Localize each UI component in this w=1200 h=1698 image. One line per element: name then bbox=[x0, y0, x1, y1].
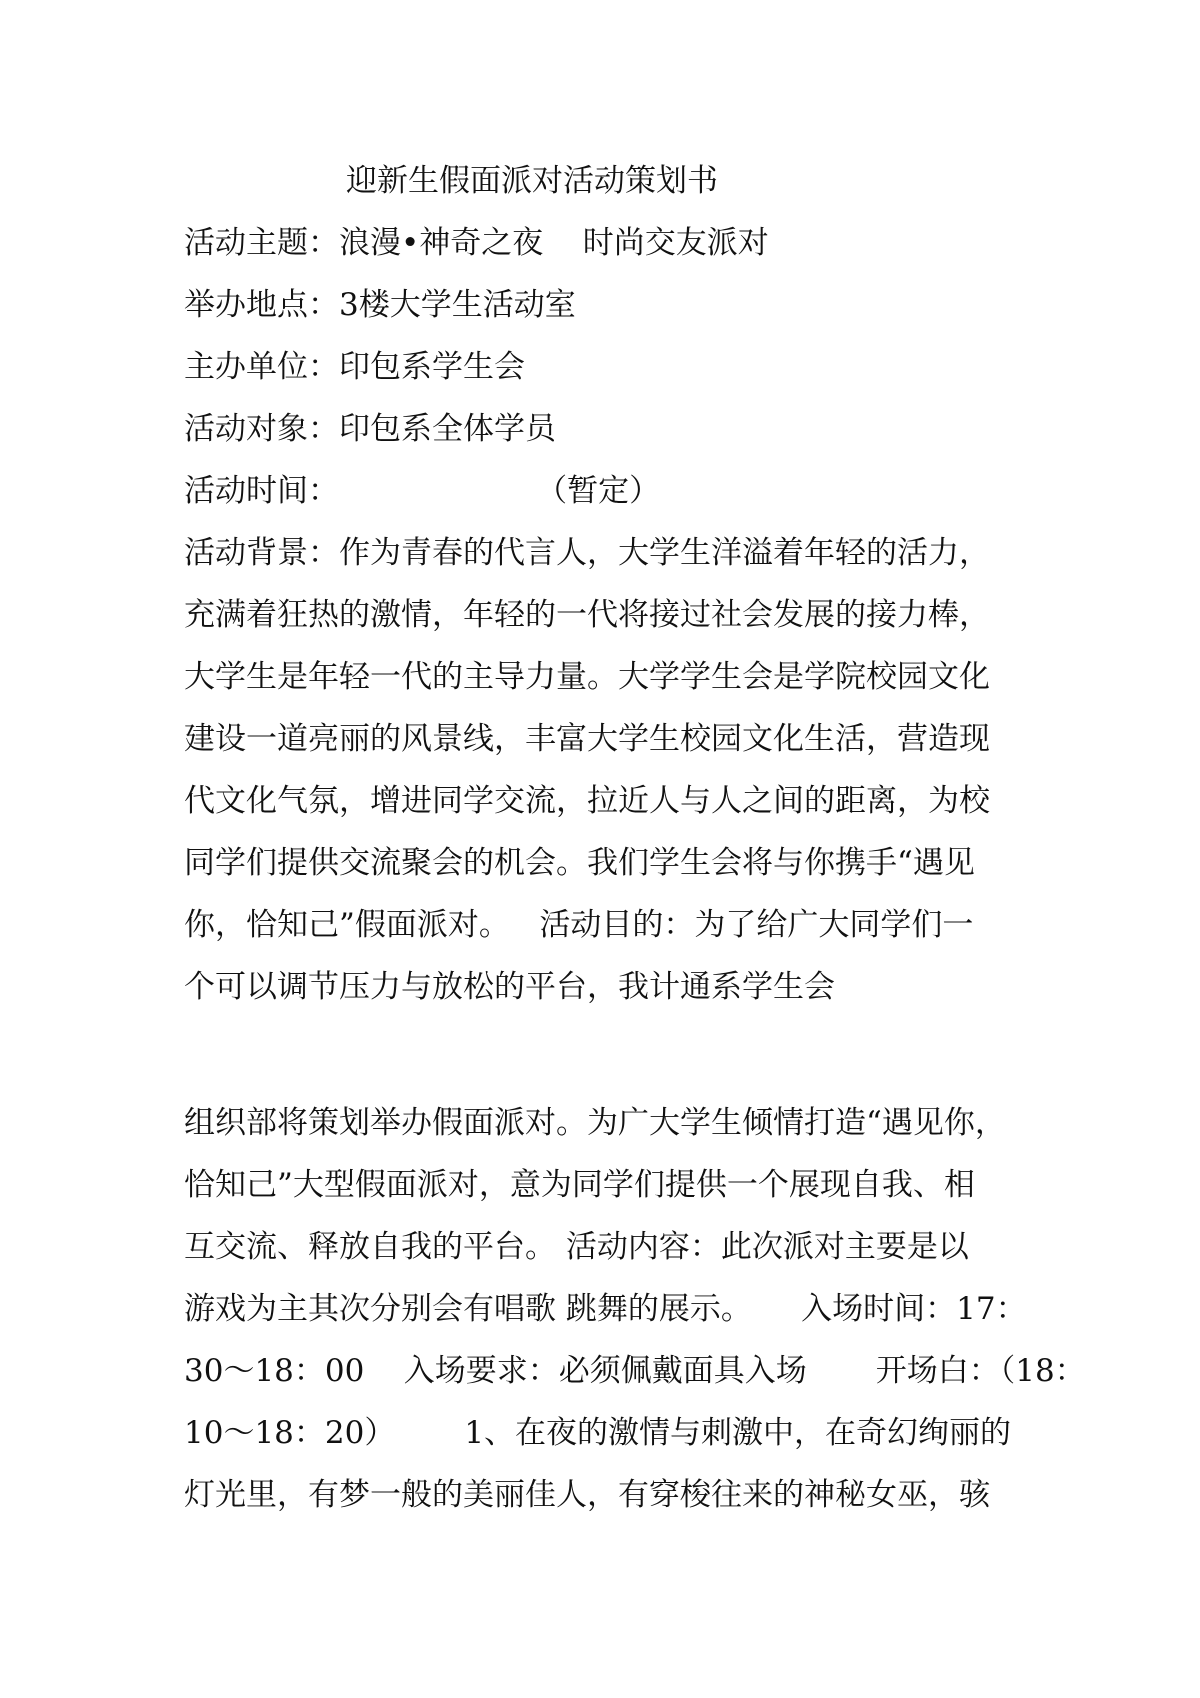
paragraph-line: 建设一道亮丽的风景线，丰富大学生校园文化生活，营造现 bbox=[184, 721, 990, 757]
info-line-time: 活动时间： （暂定） bbox=[184, 473, 661, 509]
info-line-location: 举办地点：3楼大学生活动室 bbox=[184, 287, 576, 323]
paragraph-line: 恰知己”大型假面派对，意为同学们提供一个展现自我、相 bbox=[184, 1167, 975, 1203]
paragraph-line: 互交流、释放自我的平台。 活动内容：此次派对主要是以 bbox=[184, 1229, 969, 1265]
paragraph-line: 大学生是年轻一代的主导力量。大学学生会是学院校园文化 bbox=[184, 659, 990, 695]
paragraph-line: 组织部将策划举办假面派对。为广大学生倾情打造“遇见你， bbox=[184, 1105, 1006, 1141]
info-line-theme: 活动主题：浪漫•神奇之夜 时尚交友派对 bbox=[184, 225, 769, 261]
paragraph-line: 个可以调节压力与放松的平台，我计通系学生会 bbox=[184, 969, 835, 1005]
paragraph-line: 活动背景：作为青春的代言人，大学生洋溢着年轻的活力， bbox=[184, 535, 990, 571]
document-title: 迎新生假面派对活动策划书 bbox=[346, 163, 718, 199]
paragraph-line: 灯光里，有梦一般的美丽佳人，有穿梭往来的神秘女巫，骇 bbox=[184, 1477, 990, 1513]
info-line-organizer: 主办单位：印包系学生会 bbox=[184, 349, 525, 385]
paragraph-line: 30～18：00 入场要求：必须佩戴面具入场 开场白：（18： bbox=[184, 1353, 1086, 1389]
paragraph-line: 10～18：20） 1、在夜的激情与刺激中，在奇幻绚丽的 bbox=[184, 1415, 1012, 1451]
paragraph-line: 充满着狂热的激情，年轻的一代将接过社会发展的接力棒， bbox=[184, 597, 990, 633]
paragraph-line: 你，恰知己”假面派对。 活动目的：为了给广大同学们一 bbox=[184, 907, 974, 943]
info-line-audience: 活动对象：印包系全体学员 bbox=[184, 411, 556, 447]
paragraph-line: 同学们提供交流聚会的机会。我们学生会将与你携手“遇见 bbox=[184, 845, 975, 881]
paragraph-line: 游戏为主其次分别会有唱歌 跳舞的展示。 入场时间：17： bbox=[184, 1291, 1027, 1327]
paragraph-line: 代文化气氛，增进同学交流，拉近人与人之间的距离，为校 bbox=[184, 783, 990, 819]
